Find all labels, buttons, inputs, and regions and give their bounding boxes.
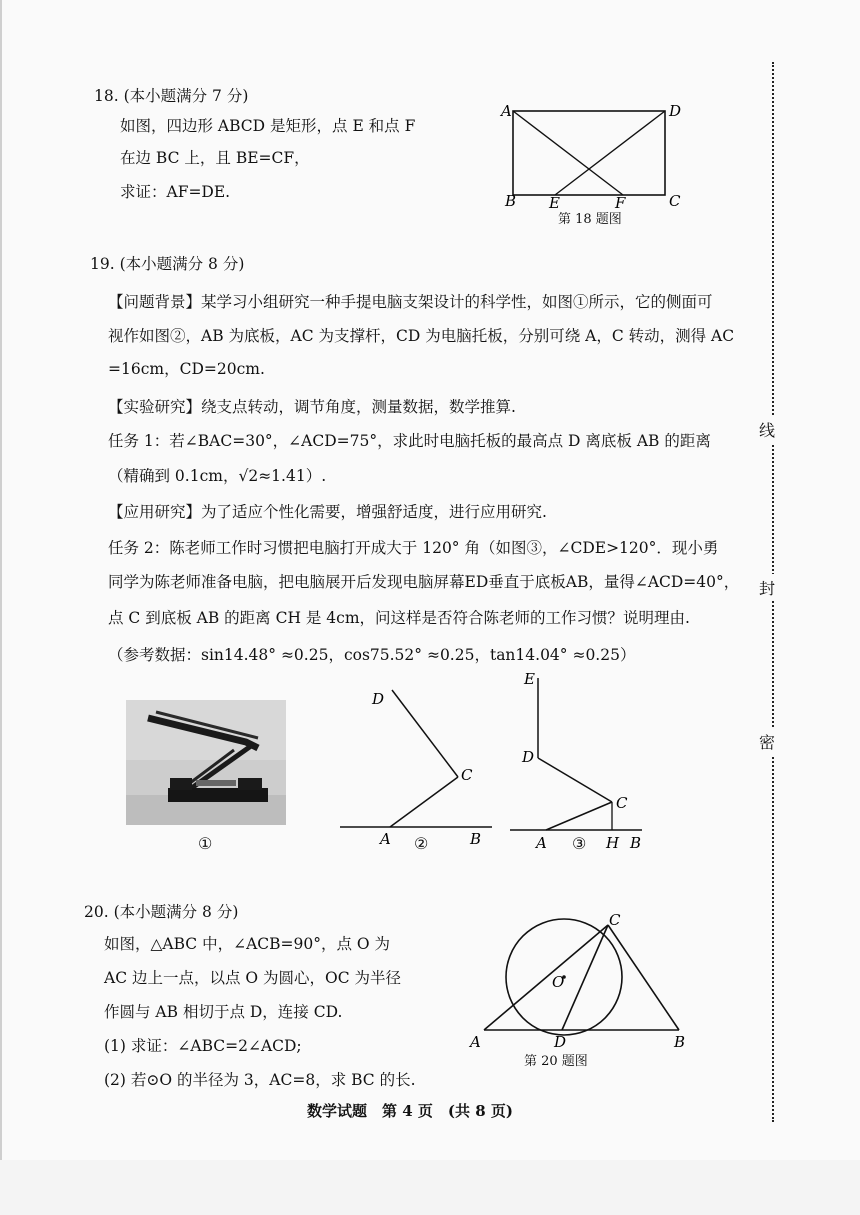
q19-p10: 点 C 到底板 AB 的距离 CH 是 4cm，问这样是否符合陈老师的工作习惯？说明理由. (108, 609, 690, 627)
q20-line3: 作圆与 AB 相切于点 D，连接 CD. (104, 1003, 343, 1021)
q18-line1: 如图，四边形 ABCD 是矩形，点 E 和点 F (120, 117, 416, 135)
q18-caption: 第 18 题图 (558, 212, 622, 227)
q18-header: 18. (本小题满分 7 分) (94, 87, 249, 105)
fig2-point-A: A (380, 830, 391, 848)
q19-p9: 同学为陈老师准备电脑，把电脑展开后发现电脑屏幕ED垂直于底板AB，量得∠ACD=40°， (108, 573, 740, 591)
fig3-point-C: C (616, 794, 628, 812)
fig3-point-D: D (522, 748, 535, 766)
q19-p2: 视作如图②，AB 为底板，AC 为支撑杆，CD 为电脑托板，分别可绕 A，C 转动，测得 AC (108, 327, 735, 345)
fig2-point-B: B (470, 830, 482, 848)
fig2-point-C: C (461, 766, 473, 784)
q19-p3: =16cm，CD=20cm. (108, 360, 265, 378)
q18-point-F: F (615, 194, 626, 212)
q19-p5: 任务 1：若∠BAC=30°，∠ACD=75°，求此时电脑托板的最高点 D 离底板 AB 的距离 (108, 432, 711, 450)
fig3-point-A: A (536, 834, 547, 852)
q20-point-B: B (674, 1033, 686, 1051)
q18-point-A: A (501, 102, 512, 120)
q18-line2: 在边 BC 上，且 BE=CF， (120, 149, 310, 167)
q19-figure-3 (502, 668, 662, 853)
laptop-stand-photo (126, 700, 286, 825)
fig2-label: ② (414, 834, 429, 853)
q19-header: 19. (本小题满分 8 分) (90, 255, 245, 273)
seal-char-seal: 封 (759, 574, 775, 601)
q20-header: 20. (本小题满分 8 分) (84, 903, 239, 921)
fig3-point-E: E (524, 670, 535, 688)
q20-caption: 第 20 题图 (524, 1054, 588, 1069)
q18-point-E: E (549, 194, 560, 212)
q20-figure (464, 905, 704, 1055)
q20-line2: AC 边上一点，以点 O 为圆心，OC 为半径 (104, 969, 402, 987)
fig2-point-D: D (372, 690, 385, 708)
q19-p11: （参考数据：sin14.48° ≈0.25，cos75.52° ≈0.25，tan14.04° ≈0.25） (108, 646, 636, 664)
q18-line3: 求证：AF=DE. (120, 183, 231, 201)
q19-figure-2 (332, 680, 502, 850)
page-footer: 数学试题 第 4 页 (共 8 页) (307, 1102, 513, 1120)
q19-p6: （精确到 0.1cm，√2≈1.41）. (108, 467, 327, 485)
q20-point-D: D (554, 1033, 567, 1051)
q20-point-A: A (470, 1033, 481, 1051)
fig1-label: ① (198, 834, 213, 853)
q18-point-B: B (505, 192, 517, 210)
q19-p1: 【问题背景】某学习小组研究一种手提电脑支架设计的科学性，如图①所示，它的侧面可 (108, 293, 713, 311)
q19-p7: 【应用研究】为了适应个性化需要，增强舒适度，进行应用研究. (108, 503, 547, 521)
q20-point-C: C (609, 911, 621, 929)
q20-line4: (1) 求证：∠ABC=2∠ACD; (104, 1037, 302, 1055)
fig3-point-H: H (606, 834, 620, 852)
q19-p8: 任务 2：陈老师工作时习惯把电脑打开成大于 120° 角（如图③，∠CDE>120°．现小勇 (108, 539, 719, 557)
q18-point-D: D (669, 102, 682, 120)
q18-point-C: C (669, 192, 681, 210)
q20-line1: 如图，△ABC 中，∠ACB=90°，点 O 为 (104, 935, 391, 953)
fig3-point-B: B (630, 834, 642, 852)
seal-char-line: 线 (759, 416, 775, 443)
q20-line5: (2) 若⊙O 的半径为 3，AC=8，求 BC 的长. (104, 1071, 416, 1089)
q20-point-O: O (552, 973, 565, 991)
fig3-label: ③ (572, 834, 587, 853)
q19-p4: 【实验研究】绕支点转动，调节角度，测量数据，数学推算. (108, 398, 516, 416)
seal-char-secret: 密 (759, 728, 775, 755)
